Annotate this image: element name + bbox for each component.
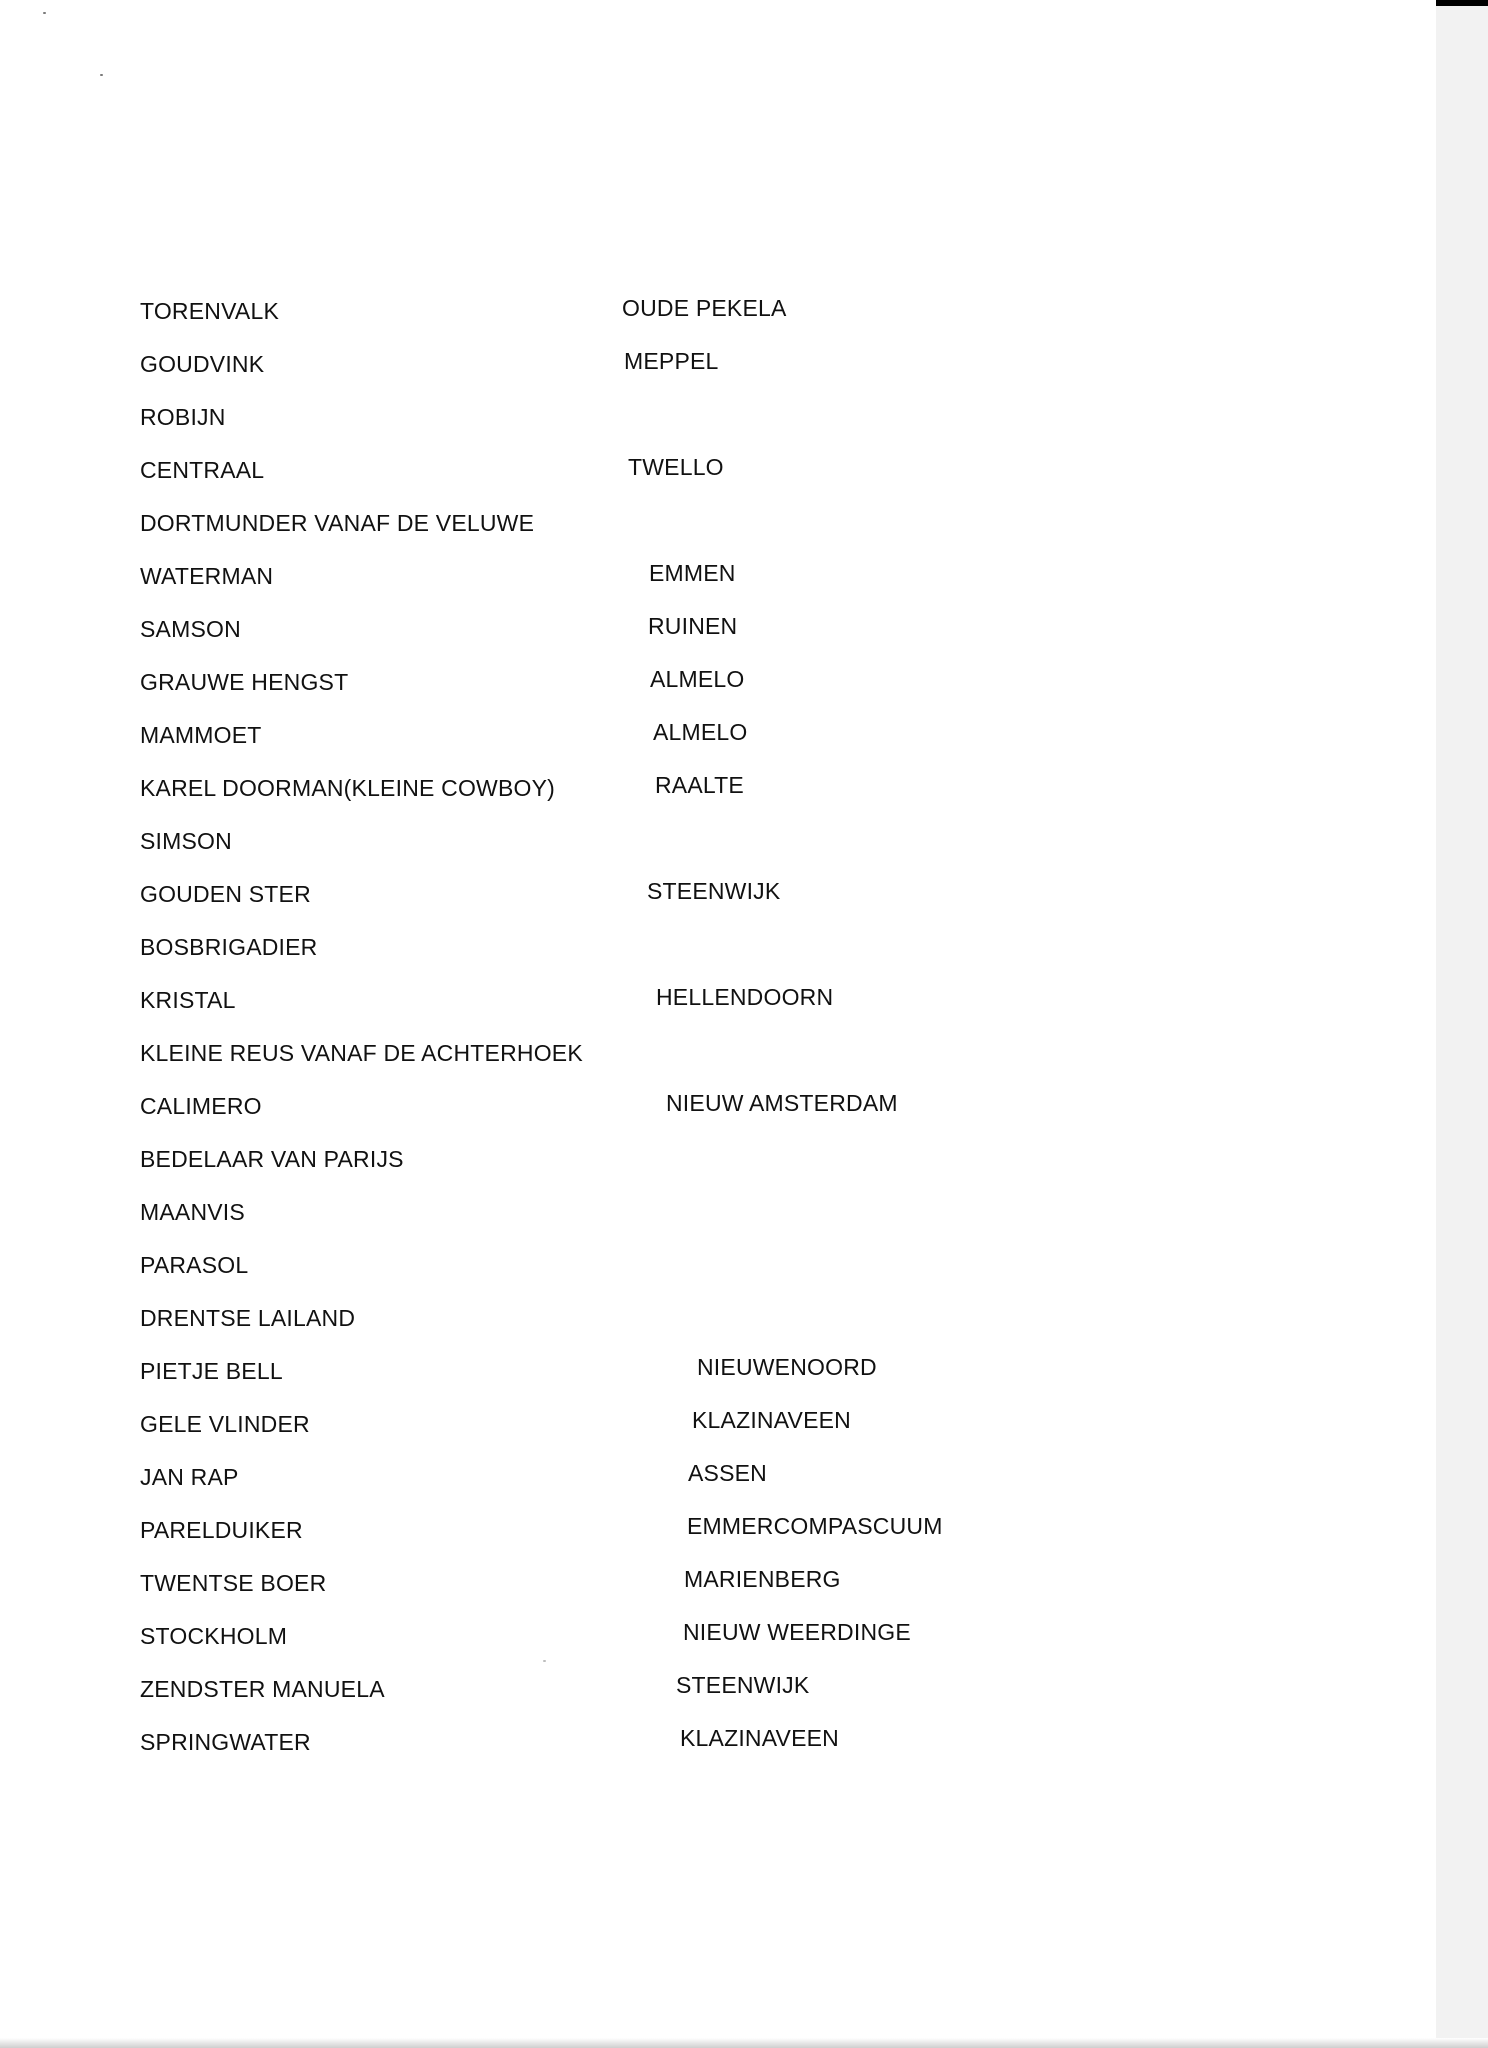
list-item — [0, 774, 1100, 814]
list-item — [0, 509, 1100, 549]
list-item — [0, 1619, 1100, 1662]
entry-name: MAMMOET — [140, 722, 262, 748]
entry-place: ASSEN — [688, 1460, 767, 1486]
entry-name: PARELDUIKER — [140, 1517, 303, 1543]
entry-place: OUDE PEKELA — [622, 295, 787, 321]
list-item — [0, 1672, 1100, 1715]
entry-name: ROBIJN — [140, 404, 226, 430]
list-item — [0, 1725, 1100, 1768]
entry-name: KRISTAL — [140, 987, 236, 1013]
list-item — [0, 1198, 1100, 1238]
list-item — [0, 827, 1100, 867]
entry-place: EMMEN — [649, 560, 736, 586]
entry-name: SIMSON — [140, 828, 232, 854]
list-item — [0, 297, 1100, 337]
entry-name: MAANVIS — [140, 1199, 245, 1225]
list-item — [0, 350, 1100, 390]
list-item — [0, 1566, 1100, 1609]
list-item — [0, 1460, 1100, 1503]
list-item — [0, 1092, 1100, 1132]
entry-place: STEENWIJK — [676, 1672, 810, 1698]
entry-place: TWELLO — [628, 454, 724, 480]
entry-place: ALMELO — [650, 666, 745, 692]
entry-name: GOUDEN STER — [140, 881, 311, 907]
entry-name: KLEINE REUS VANAF DE ACHTERHOEK — [140, 1040, 583, 1066]
list-item — [0, 1145, 1100, 1185]
list-item — [0, 456, 1100, 496]
entry-name: CENTRAAL — [140, 457, 265, 483]
entry-name: WATERMAN — [140, 563, 274, 589]
entry-place: RAALTE — [655, 772, 744, 798]
list-item — [0, 933, 1100, 973]
list-item — [0, 1354, 1100, 1397]
entry-name: BEDELAAR VAN PARIJS — [140, 1146, 404, 1172]
entry-place: KLAZINAVEEN — [680, 1725, 839, 1751]
entry-place: STEENWIJK — [647, 878, 781, 904]
entry-name: DORTMUNDER VANAF DE VELUWE — [140, 510, 535, 536]
entry-name: GELE VLINDER — [140, 1411, 310, 1437]
list-item — [0, 1039, 1100, 1079]
entry-name: PARASOL — [140, 1252, 249, 1278]
entry-name: CALIMERO — [140, 1093, 262, 1119]
entry-name: JAN RAP — [140, 1464, 239, 1490]
list-item — [0, 562, 1100, 602]
entry-name: SPRINGWATER — [140, 1729, 311, 1755]
list-item — [0, 403, 1100, 443]
entry-place: MEPPEL — [624, 348, 719, 374]
entry-place: EMMERCOMPASCUUM — [687, 1513, 943, 1539]
entry-name: STOCKHOLM — [140, 1623, 288, 1649]
list-item — [0, 1513, 1100, 1556]
entry-place: RUINEN — [648, 613, 738, 639]
entry-place: NIEUWENOORD — [697, 1354, 877, 1380]
entry-place: NIEUW AMSTERDAM — [666, 1090, 898, 1116]
list-item — [0, 880, 1100, 920]
list-item — [0, 668, 1100, 708]
entry-name: BOSBRIGADIER — [140, 934, 318, 960]
list-item — [0, 1304, 1100, 1344]
entry-place: KLAZINAVEEN — [692, 1407, 851, 1433]
entry-place: MARIENBERG — [684, 1566, 841, 1592]
entry-name: KAREL DOORMAN(KLEINE COWBOY) — [140, 775, 555, 801]
list-item — [0, 615, 1100, 655]
entry-name: GOUDVINK — [140, 351, 265, 377]
entry-name: PIETJE BELL — [140, 1358, 283, 1384]
entry-name: TWENTSE BOER — [140, 1570, 327, 1596]
list-item — [0, 1251, 1100, 1291]
entry-name: SAMSON — [140, 616, 241, 642]
list-item — [0, 986, 1100, 1026]
list-item — [0, 721, 1100, 761]
entry-name: GRAUWE HENGST — [140, 669, 349, 695]
entry-place: ALMELO — [653, 719, 748, 745]
list-item — [0, 1407, 1100, 1450]
entry-place: HELLENDOORN — [656, 984, 834, 1010]
entry-place: NIEUW WEERDINGE — [683, 1619, 911, 1645]
entry-name: TORENVALK — [140, 298, 279, 324]
entry-name: DRENTSE LAILAND — [140, 1305, 356, 1331]
entry-name: ZENDSTER MANUELA — [140, 1676, 385, 1702]
